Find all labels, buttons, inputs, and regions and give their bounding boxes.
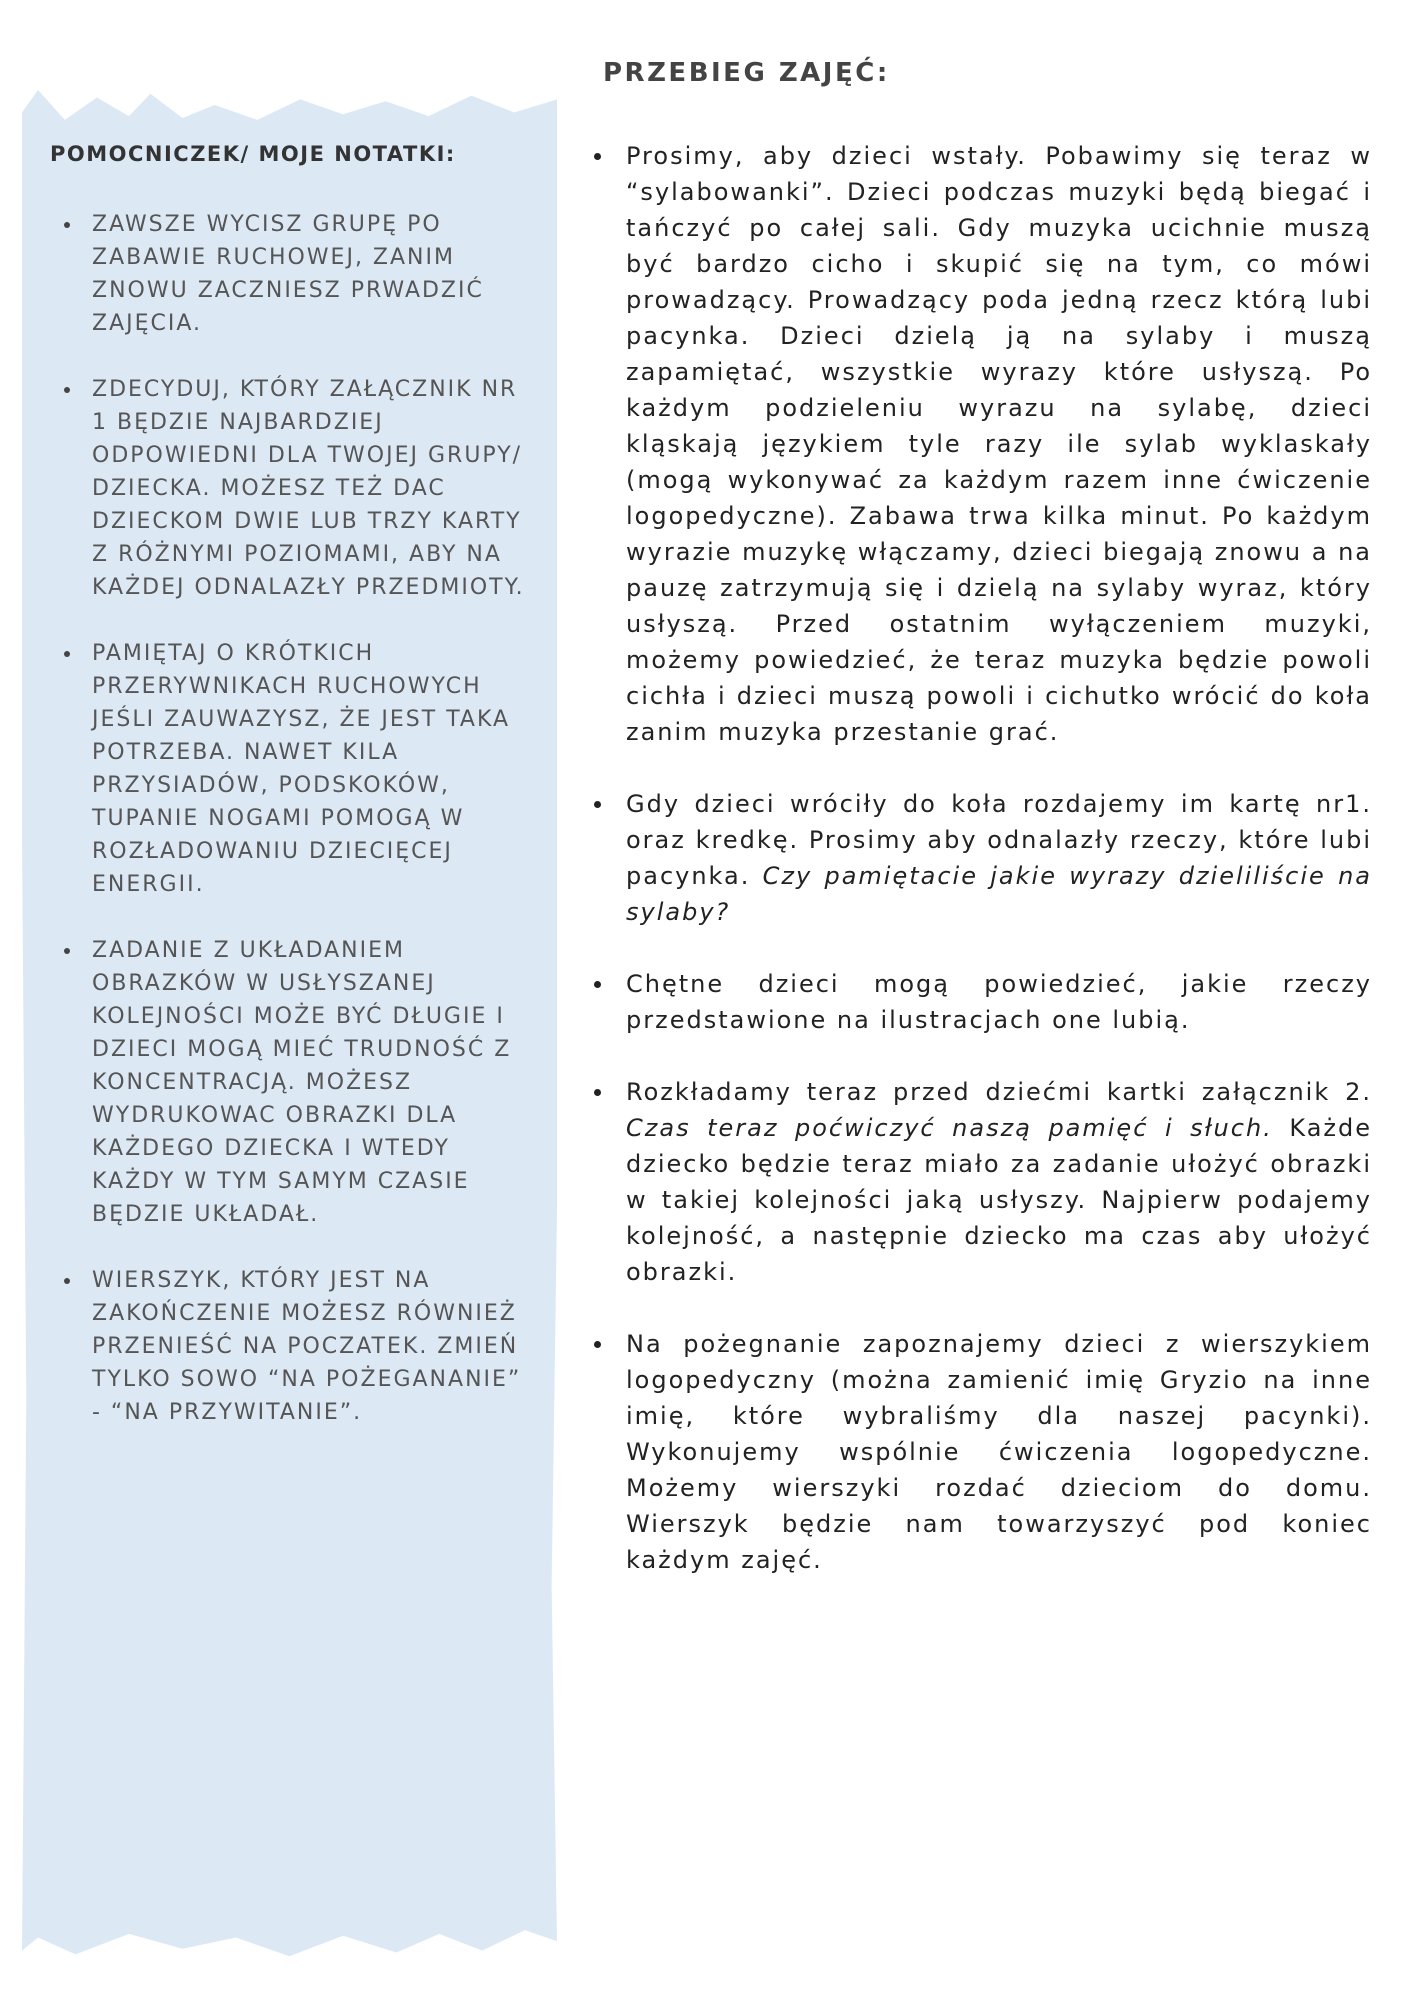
lesson-step bbox=[580, 786, 1372, 930]
note-text: ZAWSZE WYCISZ GRUPĘ PO ZABAWIE RUCHOWEJ, ZANIM ZNOWU ZACZNIESZ PRWADZIĆ ZAJĘCIA. bbox=[92, 212, 484, 336]
bullet-icon bbox=[594, 801, 601, 808]
note-item bbox=[50, 208, 540, 340]
step-question: Czy pamiętacie jakie wyrazy dzieliliście na sylaby? bbox=[626, 862, 1372, 926]
note-item bbox=[50, 934, 540, 1231]
notes-list bbox=[50, 208, 540, 1429]
note-item bbox=[50, 1264, 540, 1429]
note-text: WIERSZYK, KTÓRY JEST NA ZAKOŃCZENIE MOŻESZ RÓWNIEŻ PRZENIEŚĆ NA POCZATEK. ZMIEŃ TYLKO SOWO “NA POŻEGANANIE” - “NA PRZYWITANIE”. bbox=[92, 1268, 522, 1425]
step-text: Chętne dzieci mogą powiedzieć, jakie rzeczy przedstawione na ilustracjach one lubią. bbox=[626, 970, 1372, 1034]
bullet-icon bbox=[64, 222, 70, 228]
bullet-icon bbox=[594, 1341, 601, 1348]
note-text: ZDECYDUJ, KTÓRY ZAŁĄCZNIK NR 1 BĘDZIE NAJBARDZIEJ ODPOWIEDNI DLA TWOJEJ GRUPY/ DZIECKA. MOŻESZ TEŻ DAC DZIECKOM DWIE LUB TRZY KARTY Z RÓŻNYMI POZIOMAMI, ABY NA KAŻDEJ ODNALAZŁY PRZEDMIOTY. bbox=[92, 377, 525, 600]
page-title: PRZEBIEG ZAJĘĆ: bbox=[603, 58, 890, 88]
bullet-icon bbox=[64, 948, 70, 954]
lesson-step bbox=[580, 966, 1372, 1038]
bullet-icon bbox=[64, 1278, 70, 1284]
lesson-steps-list bbox=[580, 138, 1372, 1614]
notes-panel bbox=[50, 142, 540, 1462]
bullet-icon bbox=[594, 981, 601, 988]
step-text: Gdy dzieci wróciły do koła rozdajemy im kartę nr1. oraz kredkę. Prosimy aby odnalazły rzeczy, które lubi pacynka. bbox=[626, 790, 1372, 890]
note-item bbox=[50, 637, 540, 901]
notes-title: POMOCNICZEK/ MOJE NOTATKI: bbox=[50, 142, 456, 166]
bullet-icon bbox=[64, 651, 70, 657]
note-text: PAMIĘTAJ O KRÓTKICH PRZERYWNIKACH RUCHOWYCH JEŚLI ZAUWAZYSZ, ŻE JEST TAKA POTRZEBA. NAWET KILA PRZYSIADÓW, PODSKOKÓW, TUPANIE NOGAMI POMOGĄ W ROZŁADOWANIU DZIECIĘCEJ ENERGII. bbox=[92, 641, 511, 897]
step-text: Prosimy, aby dzieci wstały. Pobawimy się teraz w “sylabowanki”. Dzieci podczas muzyki będą biegać i tańczyć po całej sali. Gdy muzyka ucichnie muszą być bardzo cicho i skupić się na tym, co mówi prowadzący. Prowadzący poda jedną rzecz którą lubi pacynka. Dzieci dzielą ją na sylaby i muszą zapamiętać, wszystkie wyrazy które usłyszą. Po każdym podzieleniu wyrazu na sylabę, dzieci kląskają językiem tyle razy ile sylab wyklaskały (mogą wykonywać za każdym razem inne ćwiczenie logopedyczne). Zabawa trwa kilka minut. Po każdym wyrazie muzykę włączamy, dzieci biegają znowu a na pauzę zatrzymują się i dzielą na sylaby wyraz, który usłyszą. Przed ostatnim wyłączeniem muzyki, możemy powiedzieć, że teraz muzyka będzie powoli cichła i dzieci muszą powoli i cichutko wrócić do koła zanim muzyka przestanie grać. bbox=[626, 142, 1372, 746]
lesson-step bbox=[580, 1326, 1372, 1578]
bullet-icon bbox=[594, 153, 601, 160]
bullet-icon bbox=[594, 1089, 601, 1096]
bullet-icon bbox=[64, 387, 70, 393]
step-text: Każde dziecko będzie teraz miało za zadanie ułożyć obrazki w takiej kolejności jaką usłyszy. Najpierw podajemy kolejność, a następnie dziecko ma czas aby ułożyć obrazki. bbox=[626, 1114, 1372, 1286]
lesson-step bbox=[580, 138, 1372, 750]
note-text: ZADANIE Z UKŁADANIEM OBRAZKÓW W USŁYSZANEJ KOLEJNOŚCI MOŻE BYĆ DŁUGIE I DZIECI MOGĄ MIEĆ TRUDNOŚĆ Z KONCENTRACJĄ. MOŻESZ WYDRUKOWAC OBRAZKI DLA KAŻDEGO DZIECKA I WTEDY KAŻDY W TYM SAMYM CZASIE BĘDZIE UKŁADAŁ. bbox=[92, 938, 512, 1227]
step-text: Na pożegnanie zapoznajemy dzieci z wierszykiem logopedyczny (można zamienić imię Gryzio na inne imię, które wybraliśmy dla naszej pacynki). Wykonujemy wspólnie ćwiczenia logopedyczne. Możemy wierszyki rozdać dzieciom do domu. Wierszyk będzie nam towarzyszyć pod koniec każdym zajęć. bbox=[626, 1330, 1372, 1574]
step-instruction: Czas teraz poćwiczyć naszą pamięć i słuch. bbox=[626, 1114, 1273, 1142]
note-item bbox=[50, 373, 540, 604]
step-text: Rozkładamy teraz przed dziećmi kartki załącznik 2. bbox=[626, 1078, 1372, 1106]
lesson-step bbox=[580, 1074, 1372, 1290]
